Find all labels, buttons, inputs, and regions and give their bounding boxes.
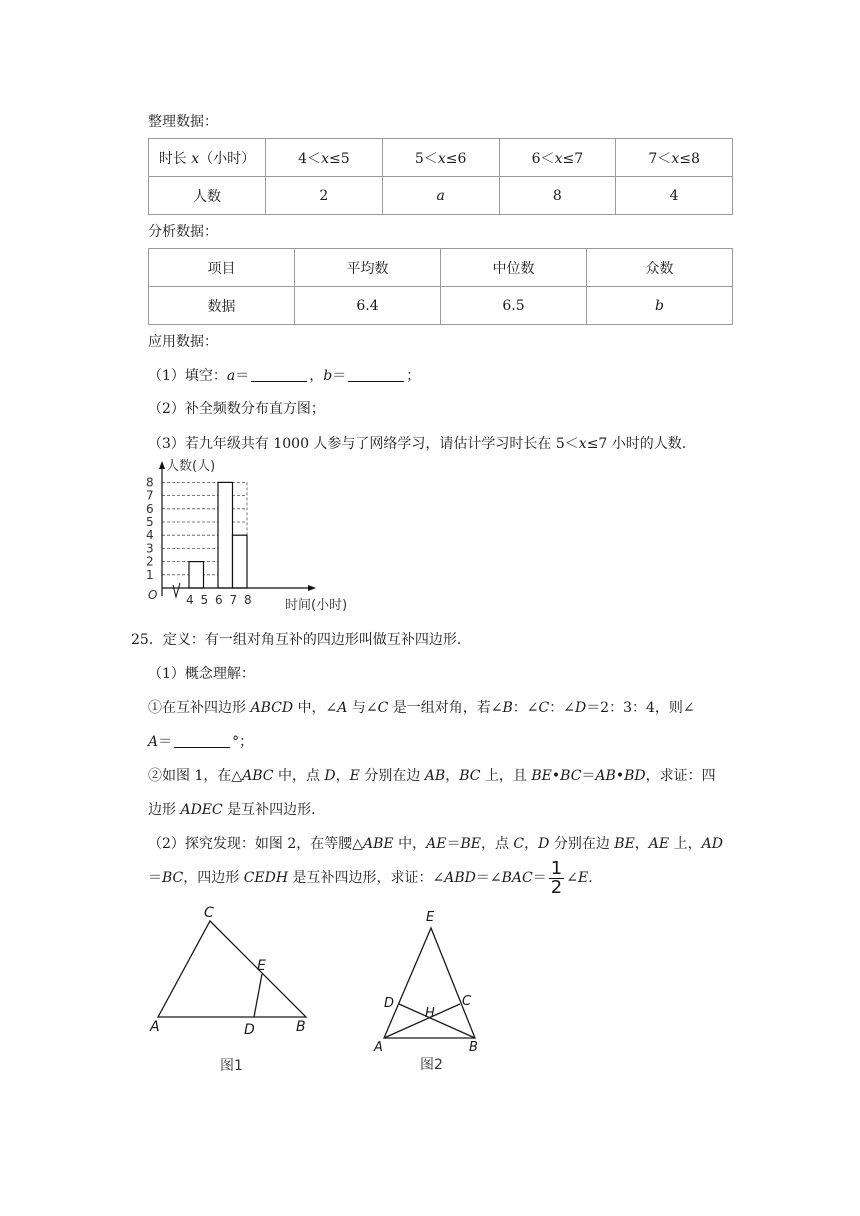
count-row-label: 人数 xyxy=(149,177,266,215)
x-axis-label: 时间(小时) xyxy=(285,598,348,613)
fig2-label-a: A xyxy=(374,1040,383,1055)
y-tick-label: 8 xyxy=(146,475,154,490)
interval-cell: 6＜x≤7 xyxy=(499,139,616,177)
y-axis-arrow xyxy=(159,461,165,469)
figure-2 xyxy=(370,905,500,1080)
text-segment: BAC xyxy=(501,870,533,886)
text-segment: 是一组对角，若∠ xyxy=(388,700,503,716)
text-segment: E xyxy=(577,870,589,886)
part1-title: （1）概念理解： xyxy=(148,666,255,682)
text-segment: 中， xyxy=(393,836,427,852)
y-tick-label: 7 xyxy=(146,488,154,503)
text-segment: 与∠ xyxy=(347,700,378,716)
text-segment: 分别在边 xyxy=(359,768,425,784)
text-segment: ABCD xyxy=(250,700,294,716)
organize-heading: 整理数据： xyxy=(148,114,218,130)
frequency-table xyxy=(148,138,733,215)
fig2-label-b: B xyxy=(469,1040,478,1055)
text-segment: ， xyxy=(445,768,460,784)
x-axis-arrow xyxy=(308,585,316,591)
x-tick-label: 5 xyxy=(200,593,209,607)
text-segment: AD xyxy=(701,836,723,852)
freq-header-cell xyxy=(149,139,266,177)
problem-25-definition: 25．定义：有一组对角互补的四边形叫做互补四边形. xyxy=(131,632,462,648)
triangle-abc xyxy=(158,921,306,1017)
problem-number: 25． xyxy=(131,632,163,648)
text-segment: E xyxy=(349,768,360,784)
question-3: （3）若九年级共有 1000 人参与了网络学习，请估计学习时长在 5＜x≤7 小时的人数. xyxy=(148,436,687,452)
text-segment: AE xyxy=(426,836,447,852)
count-cell: 2 xyxy=(266,177,383,215)
text-segment: ＝∠ xyxy=(475,870,502,886)
freq-header-text: 时长 xyxy=(158,150,187,167)
text-segment: AB xyxy=(595,768,616,784)
stats-header-cell: 项目 xyxy=(149,249,295,287)
y-axis-label: 人数(人) xyxy=(166,459,216,474)
text-segment: ABD xyxy=(444,870,476,886)
text-segment: . xyxy=(588,870,593,886)
text-segment: 是互补四边形，求证：∠ xyxy=(288,870,445,886)
y-tick-label: 4 xyxy=(146,528,154,543)
answer-blank[interactable] xyxy=(348,367,404,382)
text-segment: • xyxy=(615,768,625,784)
text-segment: ②如图 1，在△ xyxy=(148,768,243,784)
y-tick-label: 2 xyxy=(146,554,154,569)
part2-line2 xyxy=(148,858,593,898)
text-segment: ：∠ xyxy=(512,700,539,716)
histogram-bar xyxy=(189,562,204,588)
fig1-label-d: D xyxy=(244,1022,255,1038)
text-segment: ，求证：四 xyxy=(645,768,716,784)
statistics-table xyxy=(148,248,733,325)
freq-header-unit: （小时） xyxy=(199,150,256,167)
histogram-bar xyxy=(233,535,248,588)
text-segment: ABE xyxy=(363,836,394,852)
fig1-caption: 图1 xyxy=(220,1058,243,1074)
fig2-label-h: H xyxy=(425,1006,435,1021)
x-tick-label: 6 xyxy=(215,593,223,607)
text-segment: C xyxy=(377,700,389,716)
text-segment: BE xyxy=(460,836,481,852)
text-segment: D xyxy=(538,836,550,852)
text-segment: ，点 xyxy=(480,836,514,852)
text-segment: ， xyxy=(634,836,649,852)
text-segment: ， xyxy=(524,836,539,852)
question-1: （1）填空：a＝ ，b＝ ； xyxy=(148,368,421,384)
fig2-label-e: E xyxy=(426,910,435,925)
text-segment: BE xyxy=(614,836,635,852)
stats-header-cell: 中位数 xyxy=(441,249,587,287)
text-segment: D xyxy=(574,700,587,716)
histogram-bar xyxy=(218,482,233,588)
x-tick-label: 4 xyxy=(186,593,194,607)
text-segment: （2）探究发现：如图 2，在等腰△ xyxy=(148,836,364,852)
text-segment: ＝ xyxy=(532,870,547,886)
text-segment: ∠ xyxy=(566,870,578,886)
item2-line1 xyxy=(148,766,716,786)
part2-line1 xyxy=(148,834,723,854)
count-cell: 8 xyxy=(499,177,616,215)
text-segment: BE xyxy=(531,768,552,784)
text-segment: A xyxy=(337,700,348,716)
analyze-heading: 分析数据： xyxy=(148,224,218,240)
stats-header-cell: 众数 xyxy=(587,249,733,287)
figure-1 xyxy=(140,900,330,1080)
text-segment: 分别在边 xyxy=(549,836,615,852)
answer-blank[interactable] xyxy=(174,733,230,748)
text-segment: ＝2：3：4，则∠ xyxy=(586,700,695,716)
interval-cell: 5＜x≤6 xyxy=(382,139,499,177)
text-segment: AE xyxy=(648,836,670,852)
text-segment: CEDH xyxy=(243,870,289,886)
x-tick-label: 8 xyxy=(244,593,252,607)
text-segment: AB xyxy=(424,768,446,784)
text-segment: 上， xyxy=(669,836,702,852)
stats-value-cell: 6.5 xyxy=(441,287,587,325)
stats-value-cell: 6.4 xyxy=(295,287,441,325)
apply-heading: 应用数据： xyxy=(148,334,218,350)
fig1-label-c: C xyxy=(204,905,214,921)
segment-de xyxy=(254,974,262,1017)
origin-label: O xyxy=(148,588,158,602)
y-tick-label: 6 xyxy=(146,501,154,516)
text-segment: D xyxy=(324,768,336,784)
text-segment: B xyxy=(502,700,513,716)
fig1-label-e: E xyxy=(257,958,266,974)
text-segment: BC xyxy=(560,768,582,784)
text-segment: ：∠ xyxy=(549,700,575,716)
count-cell: 4 xyxy=(616,177,733,215)
y-tick-label: 5 xyxy=(146,515,154,529)
text-segment: • xyxy=(551,768,561,784)
item1-line1 xyxy=(148,698,695,718)
x-tick-label: 7 xyxy=(229,593,238,607)
stats-value-cell: b xyxy=(587,287,733,325)
text-segment: ，四边形 xyxy=(183,870,244,886)
fig1-label-a: A xyxy=(150,1019,160,1035)
stats-row-label: 数据 xyxy=(149,287,295,325)
text-segment: 中，点 xyxy=(273,768,325,784)
text-segment: 是互补四边形. xyxy=(222,802,316,818)
text-segment: 中，∠ xyxy=(293,700,338,716)
fig2-caption: 图2 xyxy=(420,1057,443,1073)
text-segment: ABC xyxy=(242,768,274,784)
text-segment: BC xyxy=(162,870,184,886)
fraction-one-half: $\frac{1}{2}$ xyxy=(550,857,563,898)
freq-header-var: x xyxy=(191,150,200,167)
fig2-label-d: D xyxy=(384,996,395,1011)
stats-header-cell: 平均数 xyxy=(295,249,441,287)
text-segment: BD xyxy=(624,768,646,784)
interval-cell: 4＜x≤5 xyxy=(266,139,383,177)
text-segment: ＝ xyxy=(446,836,461,852)
item2-line2 xyxy=(148,800,316,820)
triangle-abe xyxy=(384,928,475,1038)
count-cell: a xyxy=(382,177,499,215)
fig2-label-c: C xyxy=(462,994,472,1009)
text-segment: ＝ xyxy=(581,768,596,784)
fig1-label-b: B xyxy=(296,1019,306,1035)
item1-line2: A＝ °； xyxy=(148,734,254,750)
question-2: （2）补全频数分布直方图； xyxy=(148,401,325,417)
text-segment: 上，且 xyxy=(480,768,532,784)
text-segment: 边形 xyxy=(148,802,181,818)
axis-break-mark xyxy=(173,583,180,597)
text-segment: ①在互补四边形 xyxy=(148,700,251,716)
y-tick-label: 3 xyxy=(146,541,154,556)
answer-blank[interactable] xyxy=(251,367,307,382)
interval-cell: 7＜x≤8 xyxy=(616,139,733,177)
text-segment: ＝ xyxy=(148,870,162,886)
text-segment: ， xyxy=(335,768,350,784)
y-tick-label: 1 xyxy=(146,567,154,582)
text-segment: C xyxy=(538,700,550,716)
text-segment: ADEC xyxy=(180,802,223,818)
text-segment: C xyxy=(513,836,525,852)
text-segment: BC xyxy=(459,768,481,784)
segment-ac xyxy=(384,1004,460,1038)
histogram-chart xyxy=(140,455,370,615)
